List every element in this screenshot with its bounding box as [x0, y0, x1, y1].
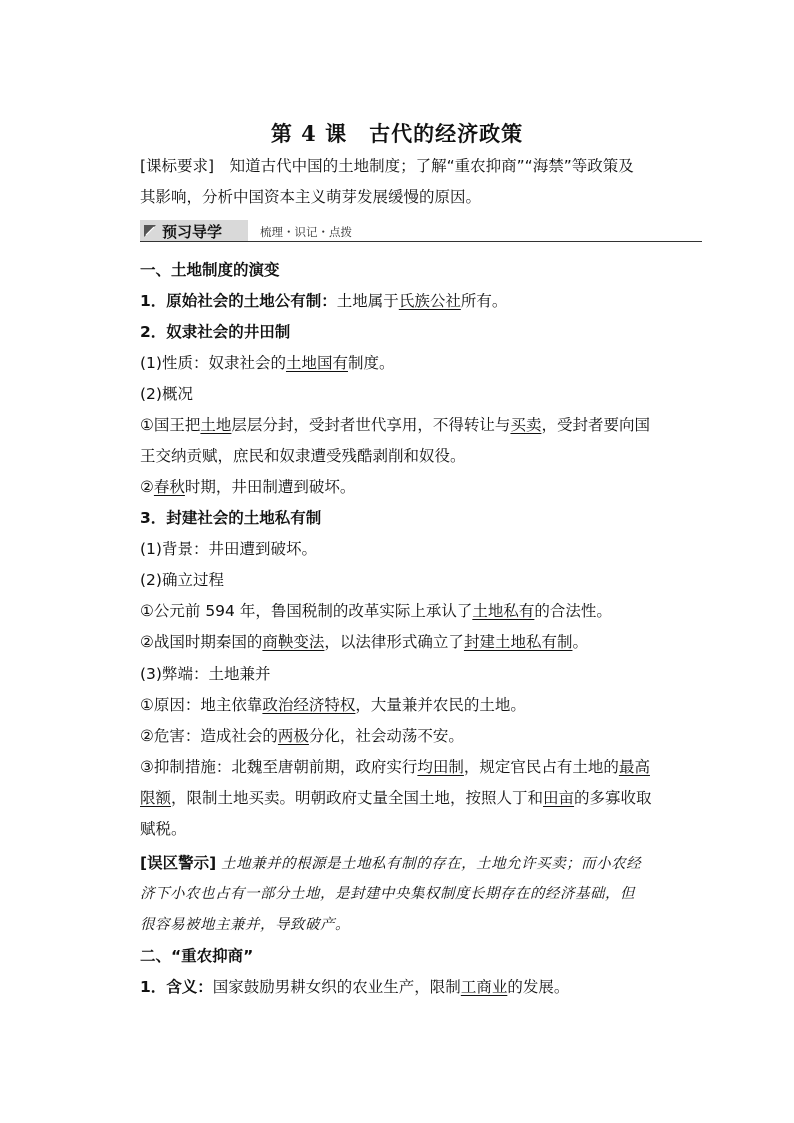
item-2-2: (2)概况 — [140, 385, 193, 403]
warning-label: [误区警示] — [140, 854, 217, 872]
item-1: 1．原始社会的土地公有制：土地属于氏族公社所有。 — [140, 292, 508, 310]
item-3-1: (1)背景：井田遭到破坏。 — [140, 540, 317, 558]
item-3-3-c: ③抑制措施：北魏至唐朝前期，政府实行均田制，规定官民占有土地的最高 — [140, 758, 650, 776]
item-3-3-c-cont: 限额，限制土地买卖。明朝政府丈量全国土地，按照人丁和田亩的多寡收取 — [140, 789, 652, 807]
warning-line-3: 很容易被地主兼并，导致破产。 — [140, 917, 350, 933]
item-3-3-b: ②危害：造成社会的两极分化，社会动荡不安。 — [140, 727, 464, 745]
item-3-2-b: ②战国时期秦国的商鞅变法，以法律形式确立了封建土地私有制。 — [140, 633, 588, 651]
item-3-3-c-end: 赋税。 — [140, 820, 187, 838]
item-3-3: (3)弊端：土地兼并 — [140, 665, 271, 683]
requirement-label: [课标要求] — [140, 157, 215, 175]
item-2-2-b: ②春秋时期，井田制遭到破坏。 — [140, 478, 356, 496]
item-3: 3．封建社会的土地私有制 — [140, 509, 322, 527]
banner-tab — [140, 220, 248, 241]
banner-mark-icon — [144, 225, 156, 237]
section-2-item-1: 1．含义：国家鼓励男耕女织的农业生产，限制工商业的发展。 — [140, 978, 570, 996]
banner-rule — [140, 241, 702, 242]
item-3-2-a: ①公元前 594 年，鲁国税制的改革实际上承认了土地私有的合法性。 — [140, 602, 612, 620]
item-3-2: (2)确立过程 — [140, 571, 224, 589]
warning-line-2: 济下小农也占有一部分土地，是封建中央集权制度长期存在的经济基础，但 — [140, 886, 635, 902]
item-2: 2．奴隶社会的井田制 — [140, 323, 291, 341]
warning-line-1: [误区警示] 土地兼并的根源是土地私有制的存在，土地允许买卖；而小农经 — [140, 854, 642, 872]
requirement-line-2: 其影响，分析中国资本主义萌芽发展缓慢的原因。 — [140, 188, 482, 206]
item-3-3-a: ①原因：地主依靠政治经济特权，大量兼并农民的土地。 — [140, 696, 526, 714]
item-2-2-a-cont: 王交纳贡赋，庶民和奴隶遭受残酷剥削和奴役。 — [140, 447, 466, 465]
banner-label: 预习导学 — [162, 223, 223, 241]
item-2-1: (1)性质：奴隶社会的土地国有制度。 — [140, 354, 395, 372]
preview-banner — [140, 220, 702, 242]
item-2-2-a: ①国王把土地层层分封，受封者世代享用，不得转让与买卖，受封者要向国 — [140, 416, 650, 434]
banner-subtitle: 梳理・识记・点拨 — [260, 225, 352, 239]
section-1-heading: 一、土地制度的演变 — [140, 261, 280, 279]
requirement-line-1: [课标要求] 知道古代中国的土地制度；了解“重农抑商”“海禁”等政策及 — [140, 157, 634, 175]
section-2-heading: 二、“重农抑商” — [140, 947, 254, 965]
lesson-title: 第 4 课 古代的经济政策 — [270, 121, 524, 146]
